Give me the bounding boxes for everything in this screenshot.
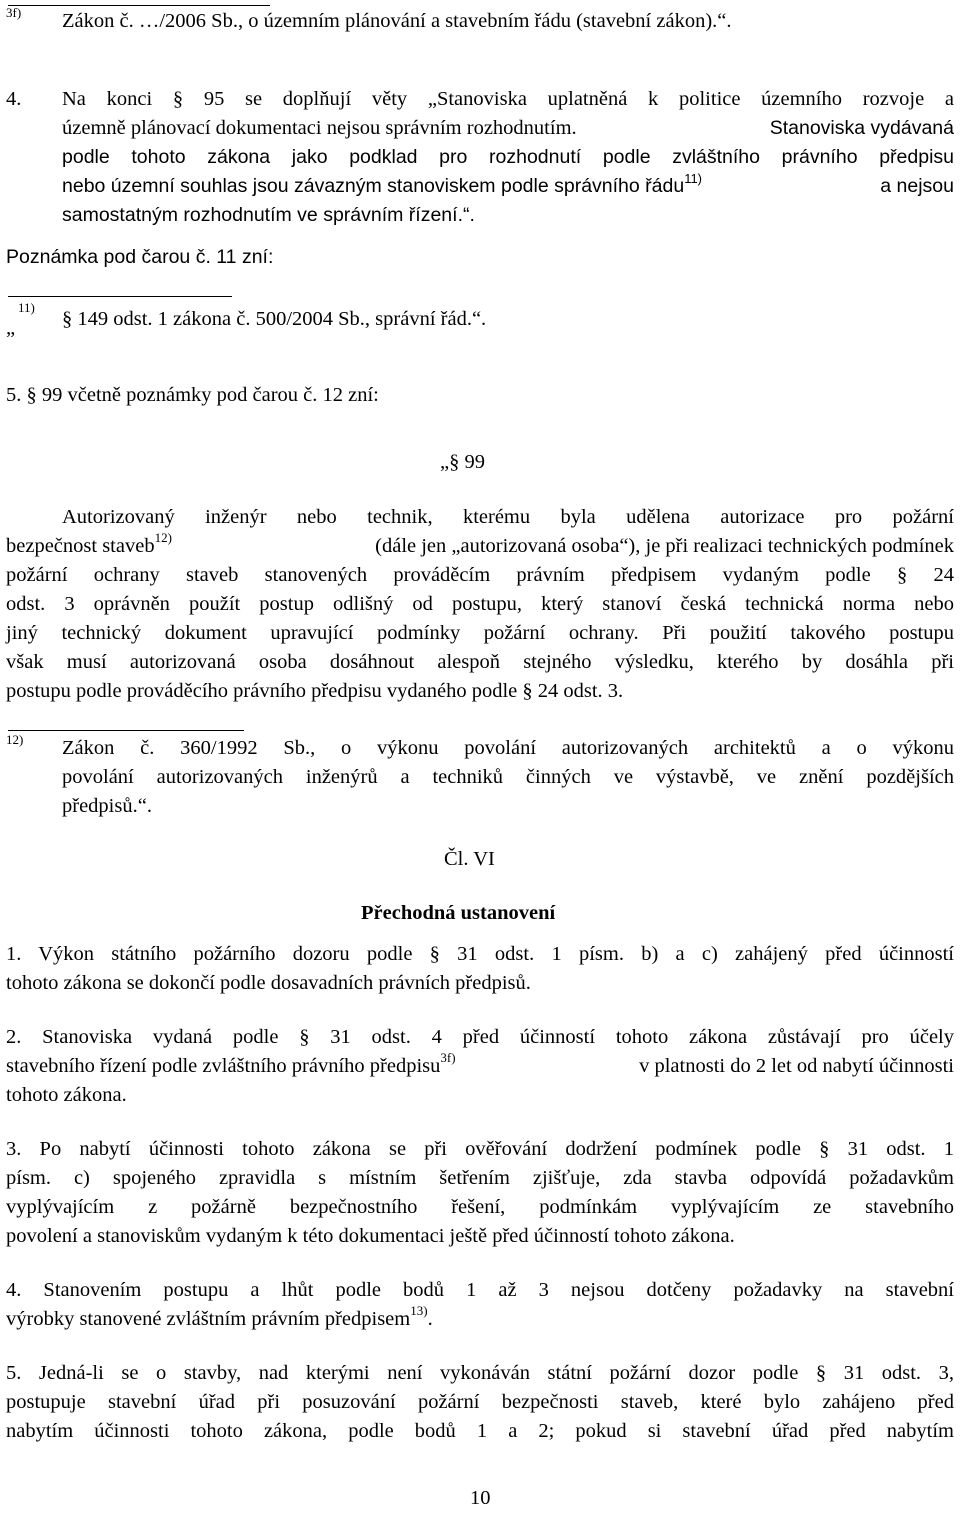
footnote-separator [8, 296, 232, 297]
page-number: 10 [470, 1487, 491, 1509]
footnote-separator [8, 5, 270, 6]
point-4-line [62, 172, 954, 201]
point-4-line: samostatným rozhodnutím ve správním řízení.“. [62, 204, 475, 226]
section-99-line [6, 532, 954, 561]
section-99-line: jiný technický dokument upravující podmínky požární ochrany. Při použití takového postupu [6, 622, 954, 644]
footnote-12-line: Zákon č. 360/1992 Sb., o výkonu povolání autorizovaných architektů a o výkonu [62, 737, 954, 759]
point-4-number: 4. [6, 88, 22, 110]
section-99-line: odst. 3 oprávněn použít postup odlišný od postupu, který stanoví česká technická norma nebo [6, 593, 954, 615]
footnote-note-label: Poznámka pod čarou č. 11 zní: [6, 246, 274, 268]
section-99-text: bezpečnost staveb [6, 535, 155, 557]
article-number: Čl. VI [444, 848, 495, 870]
footnote-11-text: § 149 odst. 1 zákona č. 500/2004 Sb., správní řád.“. [62, 308, 487, 330]
section-99-line: postupu podle prováděcího právního předpisu vydaného podle § 24 odst. 3. [6, 680, 624, 702]
transitional-text: v platnosti do 2 let od nabytí účinnosti [639, 1055, 954, 1077]
section-99-heading: „§ 99 [440, 451, 485, 473]
footnote-3f-text: Zákon č. …/2006 Sb., o územním plánování a stavebním řádu (stavební zákon).“. [62, 10, 732, 32]
footnote-ref-12: 12) [154, 530, 172, 546]
point-4-text-sans: Stanoviska vydávaná [769, 117, 954, 139]
transitional-line: tohoto zákona se dokončí podle dosavadních právních předpisů. [6, 972, 531, 994]
transitional-line: 5. Jedná-li se o stavby, nad kterými není vykonáván státní požární dozor podle § 31 odst. 3, [6, 1362, 954, 1384]
transitional-line: tohoto zákona. [6, 1084, 127, 1106]
point-4-text: a nejsou [880, 175, 954, 197]
transitional-line: povolení a stanoviskům vydaným k této dokumentaci ještě před účinností tohoto zákona. [6, 1225, 735, 1247]
transitional-text: . [427, 1308, 433, 1330]
footnote-ref-3f: 3f) [440, 1050, 456, 1066]
transitional-line: vyplývajícím z požárně bezpečnostního řešení, podmínkám vyplývajícím ze stavebního [6, 1196, 954, 1218]
point-4-line: podle tohoto zákona jako podklad pro rozhodnutí podle zvláštního právního předpisu [62, 146, 954, 168]
footnote-ref-13: 13) [410, 1303, 428, 1319]
transitional-line: 4. Stanovením postupu a lhůt podle bodů 1 až 3 nejsou dotčeny požadavky na stavební [6, 1279, 954, 1301]
transitional-text: výrobky stanovené zvláštním právním předpisem [6, 1308, 411, 1330]
transitional-line [6, 1052, 954, 1081]
point-5-heading: 5. § 99 včetně poznámky pod čarou č. 12 zní: [6, 384, 379, 406]
transitional-text: stavebního řízení podle zvláštního právního předpisu [6, 1055, 441, 1077]
footnote-quote: „ [6, 317, 16, 339]
footnote-mark-11: 11) [18, 300, 35, 315]
transitional-line [6, 1305, 433, 1334]
section-99-text: (dále jen „autorizovaná osoba“), je při realizaci technických podmínek [375, 535, 954, 557]
point-4-line [62, 114, 954, 143]
section-99-line: požární ochrany staveb stanovených prováděcím právním předpisem vydaným podle § 24 [6, 564, 954, 586]
transitional-line: postupuje stavební úřad při posuzování požární bezpečnosti staveb, které bylo zahájeno před [6, 1391, 954, 1413]
section-99-line: však musí autorizovaná osoba dosáhnout alespoň stejného výsledku, kterého by dosáhla při [6, 651, 954, 673]
transitional-line: 2. Stanoviska vydaná podle § 31 odst. 4 před účinností tohoto zákona zůstávají pro účely [6, 1026, 954, 1048]
point-4-text-serif: územně plánovací dokumentaci nejsou správním rozhodnutím. [62, 117, 577, 139]
transitional-line: 3. Po nabytí účinnosti tohoto zákona se při ověřování dodržení podmínek podle § 31 odst. 1 [6, 1138, 954, 1160]
footnote-ref-11: 11) [684, 170, 703, 186]
point-4-text: nebo územní souhlas jsou závazným stanoviskem podle správního řádu [62, 175, 685, 197]
footnote-mark-12: 12) [6, 732, 24, 747]
footnote-mark-3f: 3f) [6, 5, 22, 20]
transitional-line: písm. c) spojeného zpravidla s místním šetřením zjišťuje, zda stavba odpovídá požadavkům [6, 1167, 954, 1189]
article-title: Přechodná ustanovení [361, 902, 556, 924]
footnote-12-line: povolání autorizovaných inženýrů a techniků činných ve výstavbě, ve znění pozdějších [62, 766, 954, 788]
transitional-line: nabytím účinnosti tohoto zákona, podle bodů 1 a 2; pokud si stavební úřad před nabytím [6, 1420, 954, 1442]
transitional-line: 1. Výkon státního požárního dozoru podle § 31 odst. 1 písm. b) a c) zahájený před účinností [6, 943, 954, 965]
footnote-12-line: předpisů.“. [62, 795, 152, 817]
point-4-line: Na konci § 95 se doplňují věty „Stanoviska uplatněná k politice územního rozvoje a [62, 88, 954, 110]
footnote-separator [8, 730, 244, 731]
section-99-line: Autorizovaný inženýr nebo technik, kterému byla udělena autorizace pro požární [62, 506, 954, 528]
